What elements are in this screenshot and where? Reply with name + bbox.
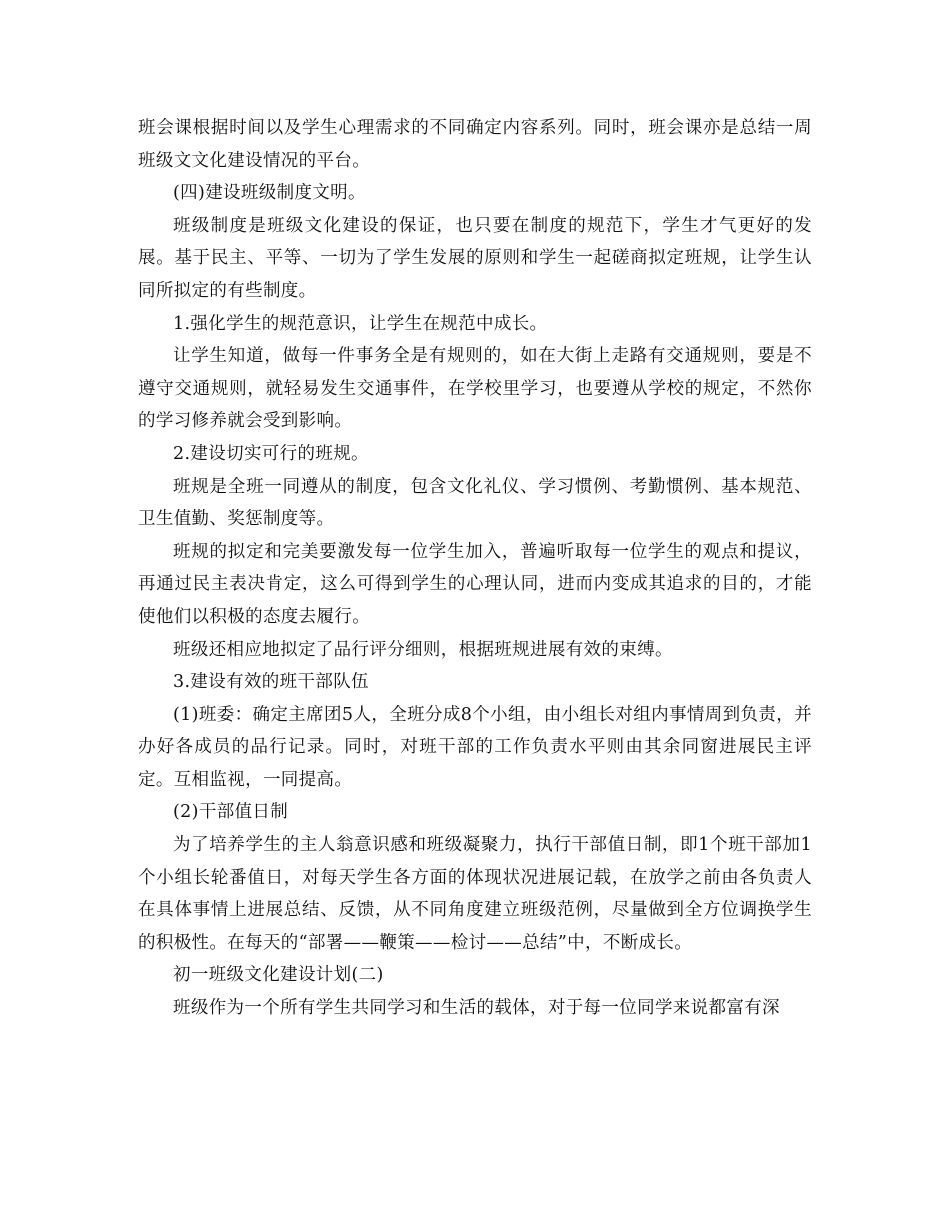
paragraph: 1.强化学生的规范意识，让学生在规范中成长。	[173, 313, 548, 334]
paragraph: 3.建设有效的班干部队伍	[173, 672, 369, 693]
paragraph: 初一班级文化建设计划(二)	[173, 965, 384, 986]
paragraph: 班规的拟定和完美要激发每一位学生加入，普遍听取每一位学生的观点和提议，再通过民主表决肯定，这么可得到学生的心理认同，进而内变成其追求的目的，才能使他们以积极的态度去履行。	[138, 541, 812, 627]
paragraph: 班会课根据时间以及学生心理需求的不同确定内容系列。同时，班会课亦是总结一周班级文文化建设情况的平台。	[138, 118, 812, 171]
paragraph: 班级作为一个所有学生共同学习和生活的载体，对于每一位同学来说都富有深	[173, 998, 780, 1019]
paragraph: 为了培养学生的主人翁意识感和班级凝聚力，执行干部值日制，即1个班干部加1个小组长轮番值日，对每天学生各方面的体现状况进展记载，在放学之前由各负责人在具体事情上进展总结、反馈，从不同角度建立班级范例，尽量做到全方位调换学生的积极性。在每天的“部署——鞭策——检讨——总结”中，不断成长。	[138, 835, 812, 953]
paragraph: (四)建设班级制度文明。	[173, 183, 366, 204]
document-body	[138, 112, 812, 1025]
paragraph: 班规是全班一同遵从的制度，包含文化礼仪、学习惯例、考勤惯例、基本规范、卫生值勤、奖惩制度等。	[138, 476, 812, 530]
paragraph: 2.建设切实可行的班规。	[173, 443, 369, 464]
paragraph: 班级制度是班级文化建设的保证，也只要在制度的规范下，学生才气更好的发展。基于民主、平等、一切为了学生发展的原则和学生一起磋商拟定班规，让学生认同所拟定的有些制度。	[138, 215, 812, 301]
paragraph: 班级还相应地拟定了品行评分细则，根据班规进展有效的束缚。	[173, 639, 673, 660]
paragraph: (2)干部值日制	[173, 802, 289, 823]
paragraph: (1)班委：确定主席团5人，全班分成8个小组，由小组长对组内事情周到负责，并办好各成员的品行记录。同时，对班干部的工作负责水平则由其余同窗进展民主评定。互相监视，一同提高。	[138, 704, 812, 790]
paragraph: 让学生知道，做每一件事务全是有规则的，如在大街上走路有交通规则，要是不遵守交通规则，就轻易发生交通事件，在学校里学习，也要遵从学校的规定，不然你的学习修养就会受到影响。	[138, 346, 812, 432]
